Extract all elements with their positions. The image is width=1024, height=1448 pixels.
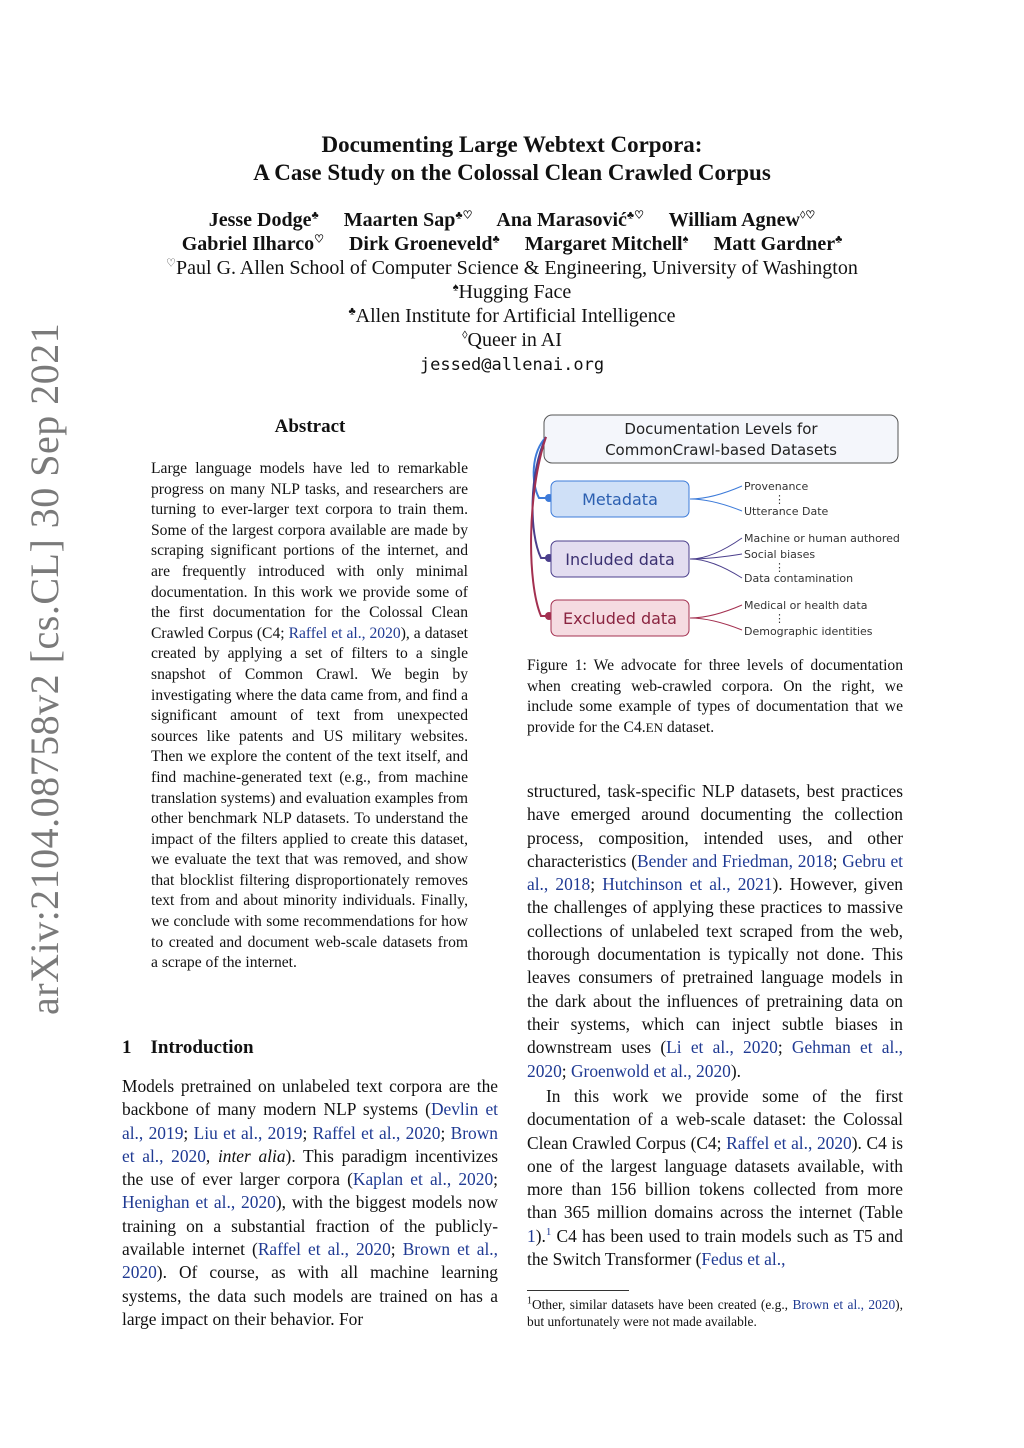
caption-text: dataset. bbox=[663, 718, 715, 736]
abstract-text: Large language models have led to remarkable progress on many NLP tasks, and researchers are turning to ever-larger text corpora to train them. Some of the largest corpora available are made by scraping significant portions of the internet, and are frequently introduced with only minimal documentation. In this work we provide some of the first documentation for the Colossal Clean Crawled Corpus (C4; bbox=[151, 460, 468, 642]
affiliation-mark: ♠ bbox=[452, 281, 459, 294]
citation-link[interactable]: Raffel et al., 2020 bbox=[312, 1122, 441, 1143]
author-name: Dirk Groeneveld bbox=[348, 233, 493, 255]
citation-link[interactable]: Fedus et al., bbox=[701, 1249, 786, 1270]
citation-link[interactable]: Raffel et al., 2020 bbox=[288, 624, 401, 642]
body-text: ). bbox=[535, 1225, 546, 1246]
body-text: C4 has been used to train models such as T5 and the Switch Transformer ( bbox=[527, 1225, 903, 1270]
branch-line bbox=[690, 559, 742, 578]
separator: ; bbox=[590, 874, 603, 895]
author-line-2 bbox=[0, 232, 1024, 256]
affiliation-text: Hugging Face bbox=[458, 281, 572, 303]
right-column-paragraph-2 bbox=[527, 1085, 903, 1271]
affiliation-mark: ♡ bbox=[166, 257, 177, 270]
author-line-1 bbox=[0, 208, 1024, 232]
author-name: Margaret Mitchell bbox=[524, 233, 683, 255]
included-item-social-biases: Social biases bbox=[744, 548, 816, 561]
body-text: ). This paradigm incentivizes the use of ever larger corpora ( bbox=[122, 1145, 499, 1190]
included-item-authored: Machine or human authored bbox=[744, 532, 900, 545]
included-item-contamination: Data contamination bbox=[744, 572, 854, 585]
footnote-text: Other, similar datasets have been created (e.g., bbox=[532, 1297, 793, 1312]
citation-link[interactable]: Brown et al., 2020 bbox=[122, 1239, 498, 1283]
author-name: Gabriel Ilharco bbox=[181, 233, 315, 255]
citation-link[interactable]: Groenwold et al., 2020 bbox=[570, 1060, 731, 1081]
ellipsis-dots: ⋮ bbox=[774, 561, 785, 574]
body-text: ), with the biggest models now training on a substantial fraction of the publicly-available internet ( bbox=[122, 1192, 498, 1260]
affiliation-text: Queer in AI bbox=[467, 329, 562, 351]
body-text: Models pretrained on unlabeled text corpora are the backbone of many modern NLP systems ( bbox=[122, 1076, 498, 1120]
branch-line bbox=[690, 486, 742, 499]
citation-link[interactable]: Li et al., 2020 bbox=[666, 1037, 778, 1058]
citation-link[interactable]: Devlin et al., 2019 bbox=[122, 1099, 499, 1143]
intro-paragraph bbox=[122, 1075, 498, 1331]
footnote-text: ), but unfortunately were not made available. bbox=[527, 1297, 903, 1329]
caption-smallcaps: EN bbox=[645, 719, 664, 735]
separator: ; bbox=[777, 1037, 792, 1058]
citation-link[interactable]: Kaplan et al., 2020 bbox=[352, 1169, 494, 1190]
citation-link[interactable]: Raffel et al., 2020 bbox=[726, 1132, 852, 1153]
affiliation-mark: ◊ bbox=[462, 329, 468, 342]
affiliation-hf bbox=[0, 280, 1024, 304]
right-column-paragraph-1 bbox=[527, 780, 903, 1083]
body-text: structured, task-specific NLP datasets, best practices have emerged around documenting the collection process, composition, intended uses, and other characteristics ( bbox=[527, 781, 903, 871]
author-name: Matt Gardner bbox=[713, 233, 836, 255]
branch-line bbox=[690, 605, 742, 618]
affiliation-mark: ◊♡ bbox=[799, 209, 816, 222]
citation-link[interactable]: Raffel et al., 2020 bbox=[257, 1239, 391, 1260]
section-number: 1 bbox=[122, 1037, 132, 1058]
separator: ; bbox=[390, 1239, 403, 1260]
abstract-text: ), a dataset created by applying a set of filters to a single snapshot of Common Crawl. We begin by investigating where the data came from, and find a significant amount of text from unexpected sources like patents and US military websites. Then we explore the content of the text itself, and find machine-generated text (e.g., from machine translation systems) and evaluation examples from other benchmark NLP datasets. To understand the impact of the filters applied to create this dataset, we evaluate the text that was removed, and show that blocklist filtering disproportionately removes text from and about minority individuals. Finally, we conclude with some recommendations for how to created and document web-scale datasets from a scrape of the internet. bbox=[151, 624, 468, 972]
affiliation-mark: ♣ bbox=[835, 233, 843, 246]
footnote-rule bbox=[527, 1290, 629, 1291]
author-name: Maarten Sap bbox=[343, 209, 456, 231]
citation-link[interactable]: Bender and Friedman, 2018 bbox=[637, 850, 833, 871]
affiliation-mark: ♣ bbox=[492, 233, 500, 246]
ellipsis-dots: ⋮ bbox=[774, 612, 785, 625]
separator: ; bbox=[183, 1122, 194, 1143]
paper-title-line-1: Documenting Large Webtext Corpora: bbox=[321, 132, 703, 157]
separator: ; bbox=[832, 850, 843, 871]
affiliation-mark: ♡ bbox=[314, 233, 324, 246]
affiliation-uw bbox=[0, 256, 1024, 280]
citation-link[interactable]: Henighan et al., 2020 bbox=[122, 1192, 276, 1213]
author-name: William Agnew bbox=[668, 209, 800, 231]
citation-link[interactable]: Gebru et al., 2018 bbox=[527, 850, 904, 895]
meta-item-provenance: Provenance bbox=[744, 480, 809, 493]
caption-text: Figure 1: We advocate for three levels of documentation when creating web-crawled corpora. On the right, we include some example of types of documentation that we provide for the C4. bbox=[527, 657, 903, 736]
excluded-data-label: Excluded data bbox=[563, 609, 677, 628]
section-heading-introduction bbox=[122, 1037, 254, 1059]
abstract-heading: Abstract bbox=[274, 416, 346, 437]
citation-link[interactable]: Gehman et al., 2020 bbox=[527, 1037, 904, 1081]
affiliation-ai2 bbox=[0, 304, 1024, 328]
branch-line bbox=[690, 618, 742, 630]
excluded-item-medical: Medical or health data bbox=[744, 599, 868, 612]
body-text: ). However, given the challenges of applying these practices to massive collections of unlabeled text scraped from the web, thorough documentation is typically not done. This leaves consumers of pretrained language models in the dark about the influences of pretraining data on their systems, which can inject subtle biases in downstream uses ( bbox=[527, 874, 904, 1058]
citation-link[interactable]: Hutchinson et al., 2021 bbox=[602, 874, 773, 895]
included-data-label: Included data bbox=[565, 550, 675, 569]
affiliation-mark: ♣♡ bbox=[626, 209, 645, 222]
citation-link[interactable]: Brown et al., 2020 bbox=[792, 1297, 896, 1312]
body-text: ). Of course, as with all machine learning systems, the data such models are trained on has a large impact on their behavior. For bbox=[122, 1262, 498, 1329]
body-text: ). bbox=[730, 1060, 741, 1081]
emphasis-text: inter alia bbox=[217, 1145, 286, 1166]
body-text: ). C4 is one of the largest language datasets available, with more than 156 billion tokens collected from more than 365 million domains across the internet (Table bbox=[527, 1132, 904, 1223]
affiliation-mark: ♣♡ bbox=[455, 209, 473, 222]
affiliation-mark: ♣ bbox=[311, 209, 319, 222]
paper-title-line-2: A Case Study on the Colossal Clean Crawled Corpus bbox=[253, 160, 771, 185]
body-text: In this work we provide some of the first documentation of a web-scale dataset: the Colossal Clean Crawled Corpus (C4; bbox=[527, 1086, 903, 1153]
affiliation-text: Allen Institute for Artificial Intelligence bbox=[355, 305, 676, 327]
footnote-1 bbox=[527, 1296, 903, 1330]
affiliation-mark: ♣ bbox=[348, 305, 356, 318]
author-name: Jesse Dodge bbox=[208, 209, 312, 231]
footnote-marker[interactable]: 1 bbox=[545, 1225, 552, 1238]
separator: ; bbox=[493, 1169, 498, 1190]
branch-line bbox=[690, 538, 742, 559]
author-name: Ana Marasović bbox=[496, 209, 627, 231]
separator: ; bbox=[440, 1122, 451, 1143]
meta-item-utterance-date: Utterance Date bbox=[744, 505, 829, 518]
ellipsis-dots: ⋮ bbox=[774, 493, 785, 506]
separator: ; bbox=[561, 1060, 571, 1081]
section-title: Introduction bbox=[150, 1037, 254, 1058]
separator: , bbox=[205, 1145, 218, 1166]
abstract-body bbox=[151, 459, 468, 974]
separator: ; bbox=[302, 1122, 313, 1143]
citation-link[interactable]: Liu et al., 2019 bbox=[193, 1122, 303, 1143]
citation-link[interactable]: Brown et al., 2020 bbox=[122, 1122, 498, 1166]
branch-line bbox=[690, 499, 742, 511]
figure-title-line-1: Documentation Levels for bbox=[624, 420, 818, 438]
excluded-item-demographic: Demographic identities bbox=[744, 625, 873, 638]
affiliation-qai bbox=[0, 328, 1024, 352]
affiliation-text: Paul G. Allen School of Computer Science & Engineering, University of Washington bbox=[176, 257, 858, 279]
metadata-label: Metadata bbox=[582, 490, 658, 509]
figure-1-diagram bbox=[527, 413, 907, 643]
arxiv-sidebar-id: arXiv:2104.08758v2 [cs.CL] 30 Sep 2021 bbox=[22, 322, 67, 1015]
figure-title-line-2: CommonCrawl-based Datasets bbox=[605, 441, 837, 459]
table-reference-link[interactable]: 1 bbox=[527, 1225, 536, 1246]
footnote-number: 1 bbox=[527, 1295, 532, 1307]
figure-1-caption bbox=[527, 656, 903, 738]
contact-email[interactable]: jessed@allenai.org bbox=[419, 355, 605, 375]
affiliation-mark: ♠ bbox=[682, 233, 689, 246]
